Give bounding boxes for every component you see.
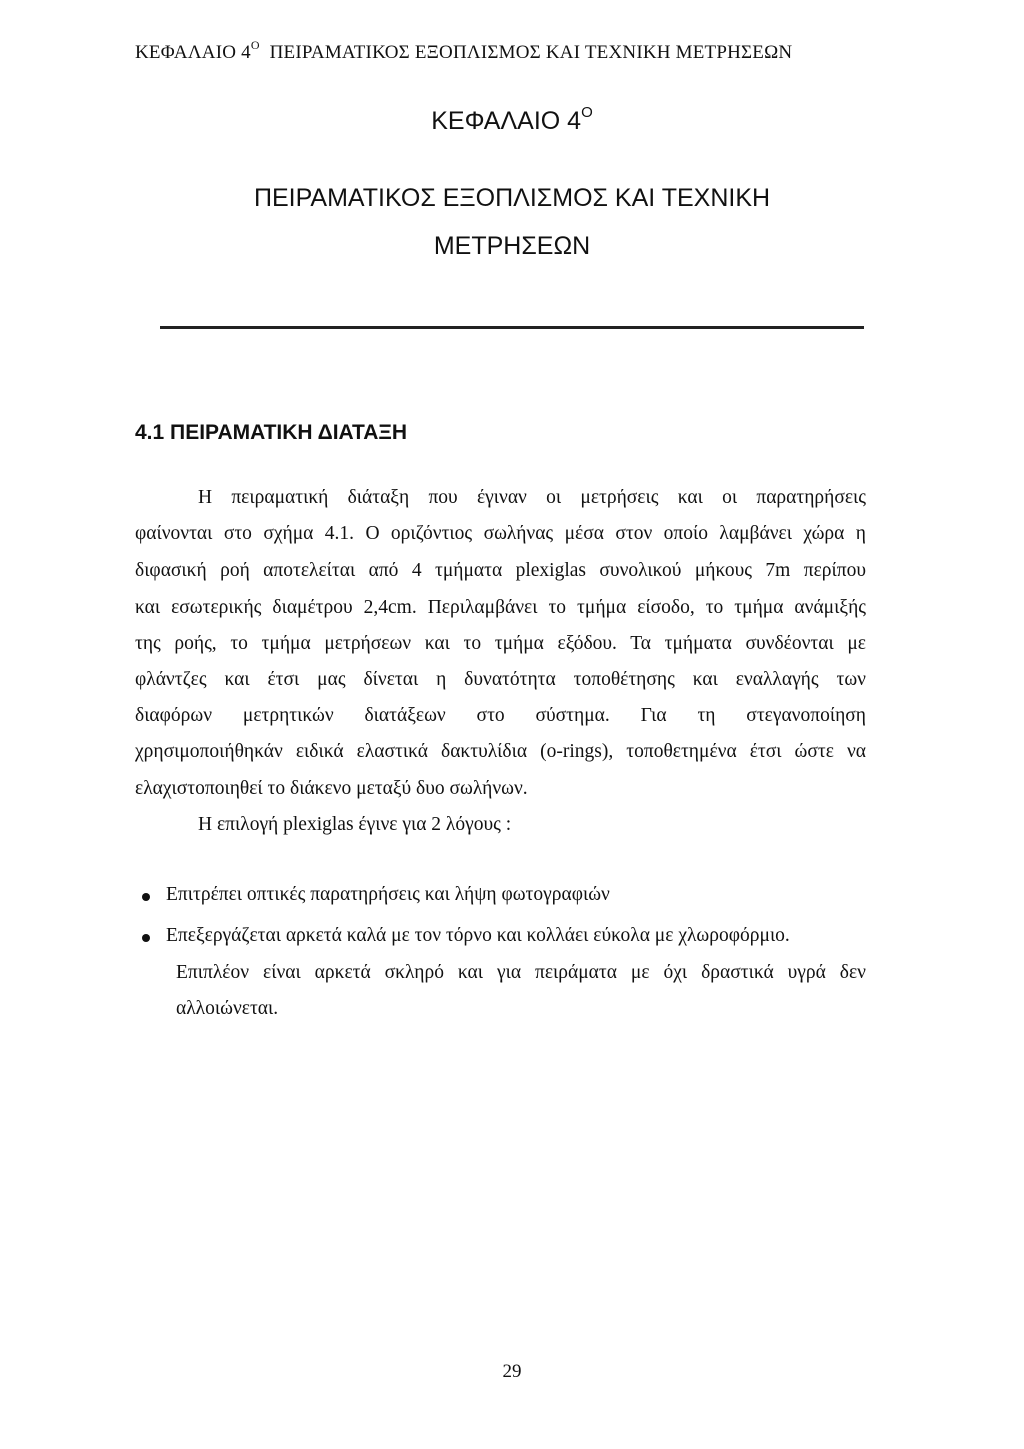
chapter-label <box>0 104 1024 136</box>
intro-line: Η επιλογή plexiglas έγινε για 2 λόγους : <box>198 814 512 835</box>
paragraph-line: της ροής, το τμήμα μετρήσεων και το τμήμα εξόδου. Τα τμήματα συνδέονται με <box>135 633 866 654</box>
chapter-title-line-2: ΜΕΤΡΗΣΕΩΝ <box>433 232 591 260</box>
bullet-text: Επεξεργάζεται αρκετά καλά με τον τόρνο και κολλάει εύκολα με χλωροφόρμιο. <box>166 925 790 946</box>
chapter-label-text: ΚΕΦΑΛΑΙΟ 4 <box>431 107 582 135</box>
running-header-title: ΠΕΙΡΑΜΑΤΙΚΟΣ ΕΞΟΠΛΙΣΜΟΣ ΚΑΙ ΤΕΧΝΙΚΗ ΜΕΤΡΗΣΕΩΝ <box>269 42 793 63</box>
paragraph-line: χρησιμοποιήθηκάν ειδικά ελαστικά δακτυλίδια (o-rings), τοποθετημένα έτσι ώστε να <box>135 741 866 762</box>
bullet-text: Επιπλέον είναι αρκετά σκληρό και για πειράματα με όχι δραστικά υγρά δεν <box>176 962 866 983</box>
chapter-title-line-1: ΠΕΙΡΑΜΑΤΙΚΟΣ ΕΞΟΠΛΙΣΜΟΣ ΚΑΙ ΤΕΧΝΙΚΗ <box>253 184 771 212</box>
bullet-text: αλλοιώνεται. <box>176 998 279 1019</box>
running-header-prefix: ΚΕΦΑΛΑΙΟ 4 <box>135 42 251 63</box>
page-number: 29 <box>502 1361 522 1382</box>
paragraph-line: φλάντζες και έτσι μας δίνεται η δυνατότητα τοποθέτησης και εναλλαγής των <box>135 669 866 690</box>
paragraph-line: φαίνονται στο σχήμα 4.1. Ο οριζόντιος σωλήνας μέσα στον οποίο λαμβάνει χώρα η <box>135 523 866 544</box>
paragraph-line: Η πειραματική διάταξη που έγιναν οι μετρήσεις και οι παρατηρήσεις <box>198 487 866 508</box>
bullet-text: Επιτρέπει οπτικές παρατηρήσεις και λήψη φωτογραφιών <box>166 884 610 905</box>
paragraph-line: και εσωτερικής διαμέτρου 2,4cm. Περιλαμβάνει το τμήμα είσοδο, το τμήμα ανάμιξής <box>135 597 866 618</box>
section-heading: 4.1 ΠΕΙΡΑΜΑΤΙΚΗ ΔΙΑΤΑΞΗ <box>135 421 408 444</box>
chapter-label-superscript: Ο <box>581 104 593 121</box>
paragraph-line: διφασική ροή αποτελείται από 4 τμήματα plexiglas συνολικού μήκους 7m περίπου <box>135 560 866 581</box>
chapter-divider <box>160 326 864 329</box>
running-header <box>135 38 792 64</box>
paragraph-line: διαφόρων μετρητικών διατάξεων στο σύστημα. Για τη στεγανοποίηση <box>135 705 866 726</box>
running-header-superscript: Ο <box>250 38 260 52</box>
bullet-dot-icon <box>142 893 150 901</box>
paragraph-line: ελαχιστοποιηθεί το διάκενο μεταξύ δυο σωλήνων. <box>135 778 528 799</box>
bullet-dot-icon <box>142 934 150 942</box>
